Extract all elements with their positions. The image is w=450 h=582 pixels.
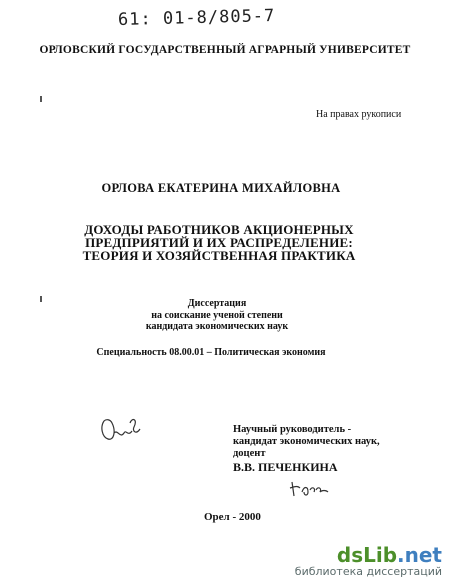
degree-line: Диссертация [187, 298, 247, 309]
supervisor-line: доцент [233, 448, 266, 459]
handwritten-catalog-code: 61: 01-8/805-7 [117, 5, 276, 31]
title-line: ТЕОРИЯ И ХОЗЯЙСТВЕННАЯ ПРАКТИКА [82, 248, 356, 263]
degree-line: на соискание ученой степени [151, 309, 283, 321]
title-line: ПРЕДПРИЯТИЙ И ИХ РАСПРЕДЕЛЕНИЕ: [85, 235, 353, 250]
title-line: ДОХОДЫ РАБОТНИКОВ АКЦИОНЕРНЫХ [84, 222, 354, 237]
manuscript-rights-note: На правах рукописи [316, 109, 402, 120]
watermark-logo [295, 543, 442, 567]
signature-left [98, 413, 144, 447]
university-name: ОРЛОВСКИЙ ГОСУДАРСТВЕННЫЙ АГРАРНЫЙ УНИВЕРСИТЕТ [39, 44, 411, 56]
degree-statement [0, 298, 442, 333]
watermark-logo-part1: dsLib [336, 543, 398, 567]
city-year: Орел - 2000 [204, 511, 261, 523]
margin-mark [40, 96, 42, 102]
supervisor-block [233, 424, 380, 460]
supervisor-line: Научный руководитель - [233, 424, 352, 435]
specialty: Специальность 08.00.01 – Политическая экономия [96, 347, 326, 358]
supervisor-line: кандидат экономических наук, [233, 436, 380, 447]
watermark [295, 543, 442, 578]
dissertation-title [0, 223, 444, 262]
watermark-logo-part2: .net [397, 543, 442, 567]
author-name: ОРЛОВА ЕКАТЕРИНА МИХАЙЛОВНА [101, 181, 341, 195]
signature-supervisor [288, 478, 332, 502]
degree-line: кандидата экономических наук [145, 321, 289, 332]
watermark-subtitle: библиотека диссертаций [294, 565, 442, 578]
margin-mark [40, 296, 42, 302]
supervisor-name: В.В. ПЕЧЕНКИНА [233, 460, 338, 474]
